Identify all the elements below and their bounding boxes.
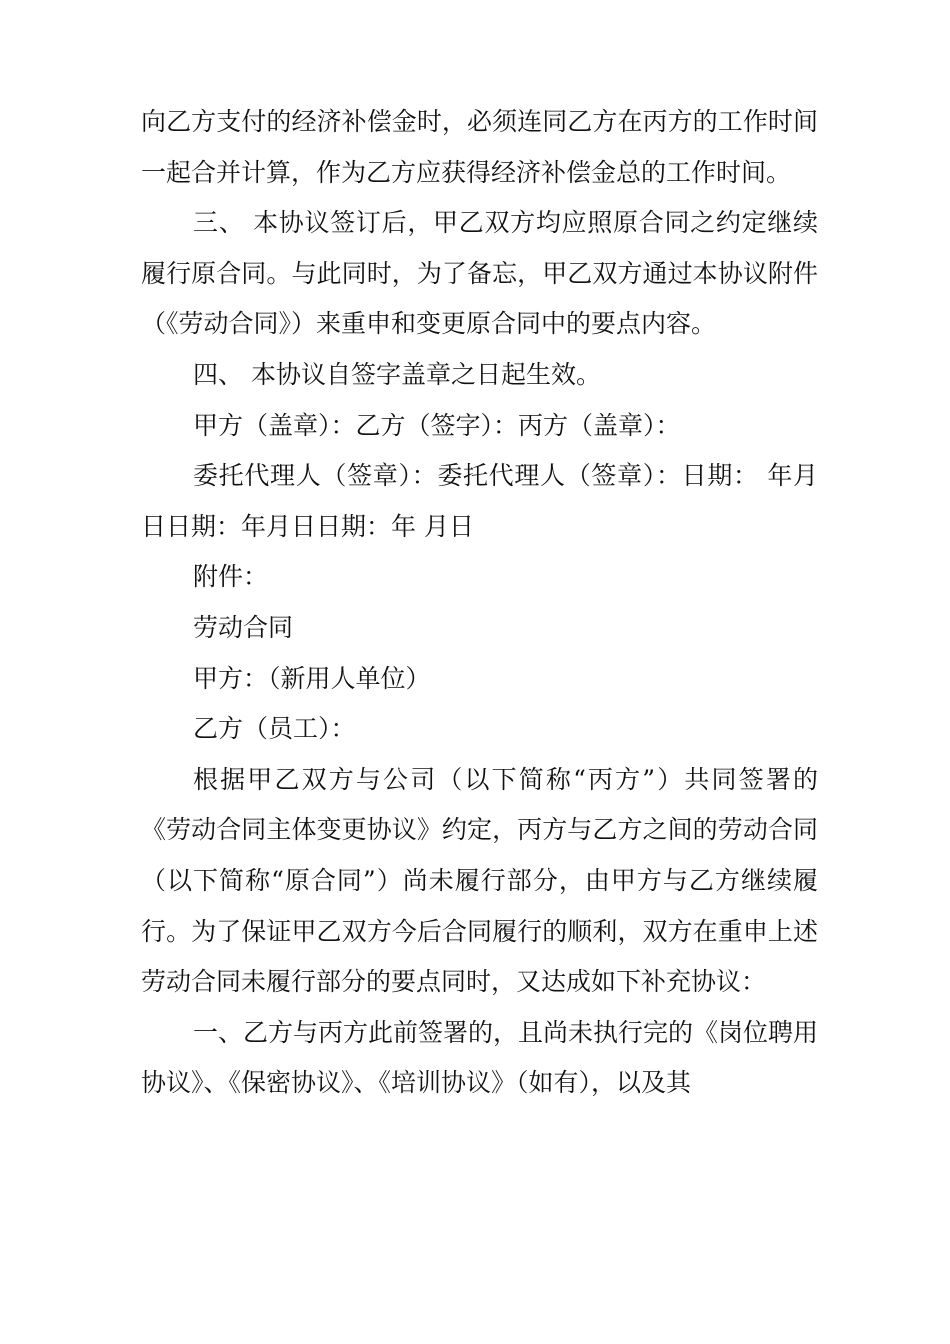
paragraph-compensation-continuation: 向乙方支付的经济补偿金时，必须连同乙方在丙方的工作时间一起合并计算，作为乙方应获得经济补偿金总的工作时间。 <box>141 107 818 187</box>
paragraph-attachment-title: 劳动合同 <box>193 612 294 642</box>
paragraph-party-b: 乙方（员工）： <box>193 714 356 744</box>
paragraph-party-a: 甲方：（新用人单位） <box>193 663 431 693</box>
paragraph-attachment-label: 附件： <box>193 562 269 592</box>
paragraph-preamble: 根据甲乙双方与公司（以下简称“丙方”）共同签署的《劳动合同主体变更协议》约定，丙方与乙方之间的劳动合同（以下简称“原合同”）尚未履行部分，由甲方与乙方继续履行。为了保证甲乙双方今后合同履行的顺利，双方在重申上述劳动合同未履行部分的要点同时，又达成如下补充协议： <box>141 764 818 997</box>
paragraph-agents-and-dates: 委托代理人（签章）：委托代理人（签章）：日期： 年月日日期：年月日日期：年 月日 <box>141 461 818 541</box>
paragraph-clause-one: 一、乙方与丙方此前签署的，且尚未执行完的《岗位聘用协议》、《保密协议》、《培训协议》（如有），以及其 <box>141 1017 819 1098</box>
paragraph-signature-parties: 甲方（盖章）：乙方（签字）：丙方（盖章）： <box>193 410 681 440</box>
document-body <box>141 97 818 1109</box>
paragraph-clause-three: 三、 本协议签订后，甲乙双方均应照原合同之约定继续履行原合同。与此同时，为了备忘，甲乙双方通过本协议附件（《劳动合同》）来重申和变更原合同中的要点内容。 <box>141 208 818 339</box>
paragraph-clause-four: 四、 本协议自签字盖章之日起生效。 <box>193 359 601 389</box>
